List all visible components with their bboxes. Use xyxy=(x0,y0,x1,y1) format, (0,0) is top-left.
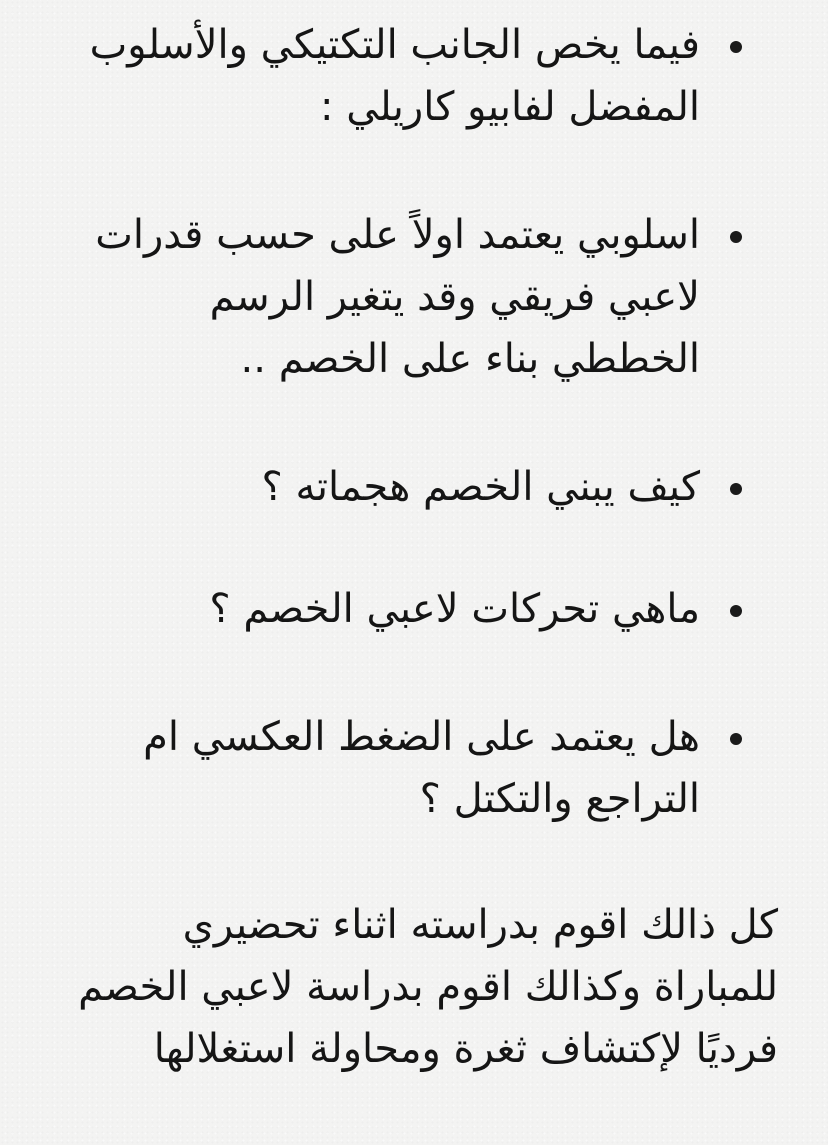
bullet-item xyxy=(60,204,700,390)
bullet-item xyxy=(60,706,700,830)
bullet-text: فيما يخص الجانب التكتيكي والأسلوب المفضل لفابيو كاريلي : xyxy=(89,22,700,130)
bullet-dot-icon xyxy=(730,733,742,745)
bullet-dot-icon xyxy=(730,605,742,617)
bullet-dot-icon xyxy=(730,231,742,243)
bullet-text: اسلوبي يعتمد اولاً على حسب قدرات لاعبي فريقي وقد يتغير الرسم الخططي بناء على الخصم .. xyxy=(95,212,700,382)
bullet-item xyxy=(60,14,700,138)
bullet-text: هل يعتمد على الضغط العكسي ام التراجع والتكتل ؟ xyxy=(143,714,700,822)
bullet-item xyxy=(60,456,700,518)
bullet-dot-icon xyxy=(730,483,742,495)
bullet-text: كيف يبني الخصم هجماته ؟ xyxy=(261,464,700,510)
bullet-dot-icon xyxy=(730,41,742,53)
bullet-item xyxy=(60,578,700,640)
closing-paragraph: كل ذالك اقوم بدراسته اثناء تحضيري للمباراة وكذالك اقوم بدراسة لاعبي الخصم فرديًا لإكتشاف ثغرة ومحاولة استغلالها xyxy=(78,902,778,1072)
bullet-text: ماهي تحركات لاعبي الخصم ؟ xyxy=(209,586,700,632)
